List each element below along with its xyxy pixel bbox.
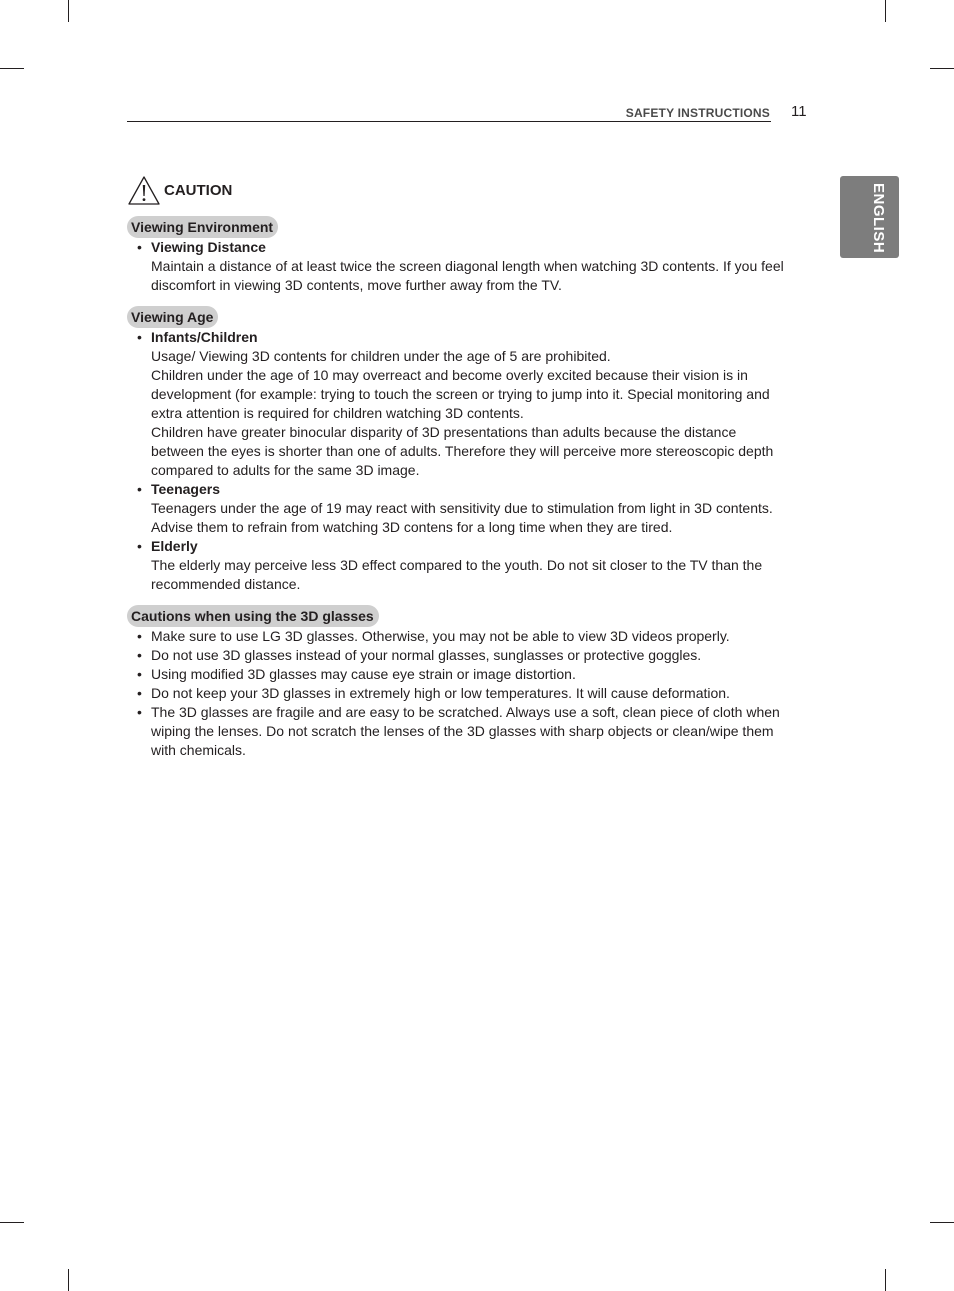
list-item: [127, 480, 791, 537]
list-item: [127, 646, 791, 665]
bullet: •: [137, 685, 142, 701]
page-number: 11: [791, 103, 807, 120]
list-item-paragraph: Children under the age of 10 may overreact and become overly excited because their vision is in development (for example: trying to touch the screen or trying to jump into it. Special monitoring and extra attention is required for children watching 3D contents.: [151, 367, 770, 421]
list-item: [127, 703, 791, 760]
list-item-paragraph: The elderly may perceive less 3D effect compared to the youth. Do not sit closer to the TV than the recommended distance.: [151, 557, 763, 592]
crop-mark: [0, 68, 24, 69]
section-heading: Viewing Age: [127, 306, 218, 328]
language-tab-label: ENGLISH: [870, 183, 887, 254]
crop-mark: [68, 1269, 69, 1291]
section-heading: Viewing Environment: [127, 216, 278, 238]
running-header-section: SAFETY INSTRUCTIONS: [625, 106, 770, 120]
list-item-title: Teenagers: [151, 481, 220, 497]
list-item-text: Do not use 3D glasses instead of your normal glasses, sunglasses or protective goggles.: [151, 647, 702, 663]
bullet: •: [137, 666, 142, 682]
3d-glasses-list: [127, 627, 791, 760]
list-item-text: Make sure to use LG 3D glasses. Otherwise, you may not be able to view 3D videos properly.: [151, 628, 730, 644]
crop-mark: [885, 1269, 886, 1291]
list-item-paragraph: Maintain a distance of at least twice the screen diagonal length when watching 3D contents. If you feel discomfort in viewing 3D contents, move further away from the TV.: [151, 258, 784, 293]
caution-heading: [127, 174, 791, 206]
bullet: •: [137, 538, 142, 554]
bullet: •: [137, 704, 142, 720]
list-item: [127, 665, 791, 684]
list-item: [127, 684, 791, 703]
section-3d-glasses: [127, 605, 791, 627]
list-item-paragraph: Teenagers under the age of 19 may react with sensitivity due to stimulation from light in 3D contents. Advise them to refrain from watching 3D contens for a long time when they are tired.: [151, 500, 773, 535]
list-item-paragraph: Children have greater binocular disparity of 3D presentations than adults because the distance between the eyes is shorter than one of adults. Therefore they will perceive more stereoscopic depth compared to adults for the same 3D image.: [151, 424, 774, 478]
list-item-text: The 3D glasses are fragile and are easy to be scratched. Always use a soft, clean piece of cloth when wiping the lenses. Do not scratch the lenses of the 3D glasses with sharp objects or clean/wipe them with chemicals.: [151, 704, 780, 758]
bullet: •: [137, 481, 142, 497]
crop-mark: [885, 0, 886, 22]
section-heading: Cautions when using the 3D glasses: [127, 605, 379, 627]
list-item-text: Using modified 3D glasses may cause eye strain or image distortion.: [151, 666, 576, 682]
bullet: •: [137, 329, 142, 345]
crop-mark: [930, 1222, 954, 1223]
bullet: •: [137, 647, 142, 663]
crop-mark: [0, 1222, 24, 1223]
crop-mark: [930, 68, 954, 69]
language-tab: [840, 176, 899, 258]
list-item: [127, 238, 791, 295]
warning-triangle-icon: [127, 175, 161, 206]
list-item-title: Elderly: [151, 538, 198, 554]
caution-title: CAUTION: [164, 181, 233, 199]
list-item: [127, 537, 791, 594]
section-viewing-age: [127, 306, 791, 328]
page-content: [127, 174, 791, 760]
bullet: •: [137, 239, 142, 255]
bullet: •: [137, 628, 142, 644]
list-item: [127, 627, 791, 646]
viewing-environment-list: [127, 238, 791, 295]
list-item-title: Viewing Distance: [151, 239, 266, 255]
list-item-title: Infants/Children: [151, 329, 258, 345]
section-viewing-environment: [127, 216, 791, 238]
crop-mark: [68, 0, 69, 22]
header-rule: [127, 121, 771, 122]
list-item-paragraph: Usage/ Viewing 3D contents for children under the age of 5 are prohibited.: [151, 348, 611, 364]
list-item: [127, 328, 791, 480]
viewing-age-list: [127, 328, 791, 594]
list-item-text: Do not keep your 3D glasses in extremely high or low temperatures. It will cause deformation.: [151, 685, 730, 701]
